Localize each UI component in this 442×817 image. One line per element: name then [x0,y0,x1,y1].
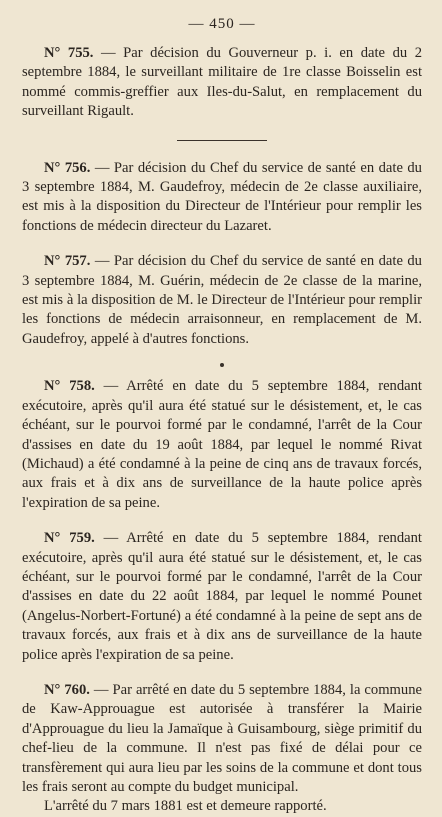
entry-number: N° 755. [44,45,94,61]
entry-text: — Arrêté en date du 5 septembre 1884, rendant exécutoire, après qu'il aura été statué sur le désistement, et, le cas échéant, sur le pourvoi formé par le condamné, l'arrêt de la Cour d'assises en date du 22 août 1884, par lequel le nommé Pounet (Angelus-Norbert-Fortuné) a été condamné à la peine de sept ans de travaux forcés, aux frais et à dix ans de surveillance de la haute police après l'expiration de sa peine. [22,530,422,663]
entry-number: N° 760. [44,681,90,698]
entry-text: — Par décision du Chef du service de santé en date du 3 septembre 1884, M. Guérin, médecin de 2e classe de la marine, est mis à la disposition de M. le Directeur de l'Intérieur pour remplir les fonctions de médecin arraisonneur, en remplacement de M. Gaudefroy, appelé à d'autres fonctions. [22,253,422,347]
entry-text: — Par arrêté en date du 5 septembre 1884, la commune de Kaw-Approuague est autorisée à transférer la Mairie d'Approuague du lieu la Jamaïque à Guisambourg, siège primitif du chef-lieu de la commune. Il n'est pas fixé de délai pour ce transfèrement qui aura lieu par les soins de la commune et dont tous les frais seront au compte du budget municipal. [22,681,422,795]
closing-line: L'arrêté du 7 mars 1881 est et demeure rapporté. [44,798,327,815]
entry-759 [22,529,422,665]
entry-text: — Arrêté en date du 5 septembre 1884, rendant exécutoire, après qu'il aura été statué sur le désistement, et, le cas échéant, sur le pourvoi formé par le condamné, l'arrêt de la Cour d'assises en date du 19 août 1884, par lequel le nommé Rivat (Michaud) a été condamné à la peine de cinq ans de travaux forcés, aux frais et à dix ans de surveillance de la haute police après l'expiration de sa peine. [22,378,422,511]
entry-number: N° 759. [44,530,95,547]
entry-755 [22,44,422,122]
entry-number: N° 757. [44,253,91,270]
entry-756 [22,159,422,237]
entry-760 [22,681,422,797]
entry-758 [22,377,422,513]
entry-number: N° 756. [44,159,91,176]
section-divider [177,140,267,141]
entry-number: N° 758. [44,378,95,395]
separator-dot [220,363,224,367]
entry-text: — Par décision du Gouverneur p. i. en date du 2 septembre 1884, le surveillant militaire de 1re classe Boisselin est nommé commis-greffier aux Iles-du-Salut, en remplacement du surveillant Rigault. [22,45,422,120]
entry-text: — Par décision du Chef du service de santé en date du 3 septembre 1884, M. Gaudefroy, médecin de 2e classe auxiliaire, est mis à la disposition du Directeur de l'Intérieur pour remplir les fonctions de médecin directeur du Lazaret. [22,159,422,234]
entry-757 [22,252,422,349]
page-number: — 450 — [188,16,256,32]
